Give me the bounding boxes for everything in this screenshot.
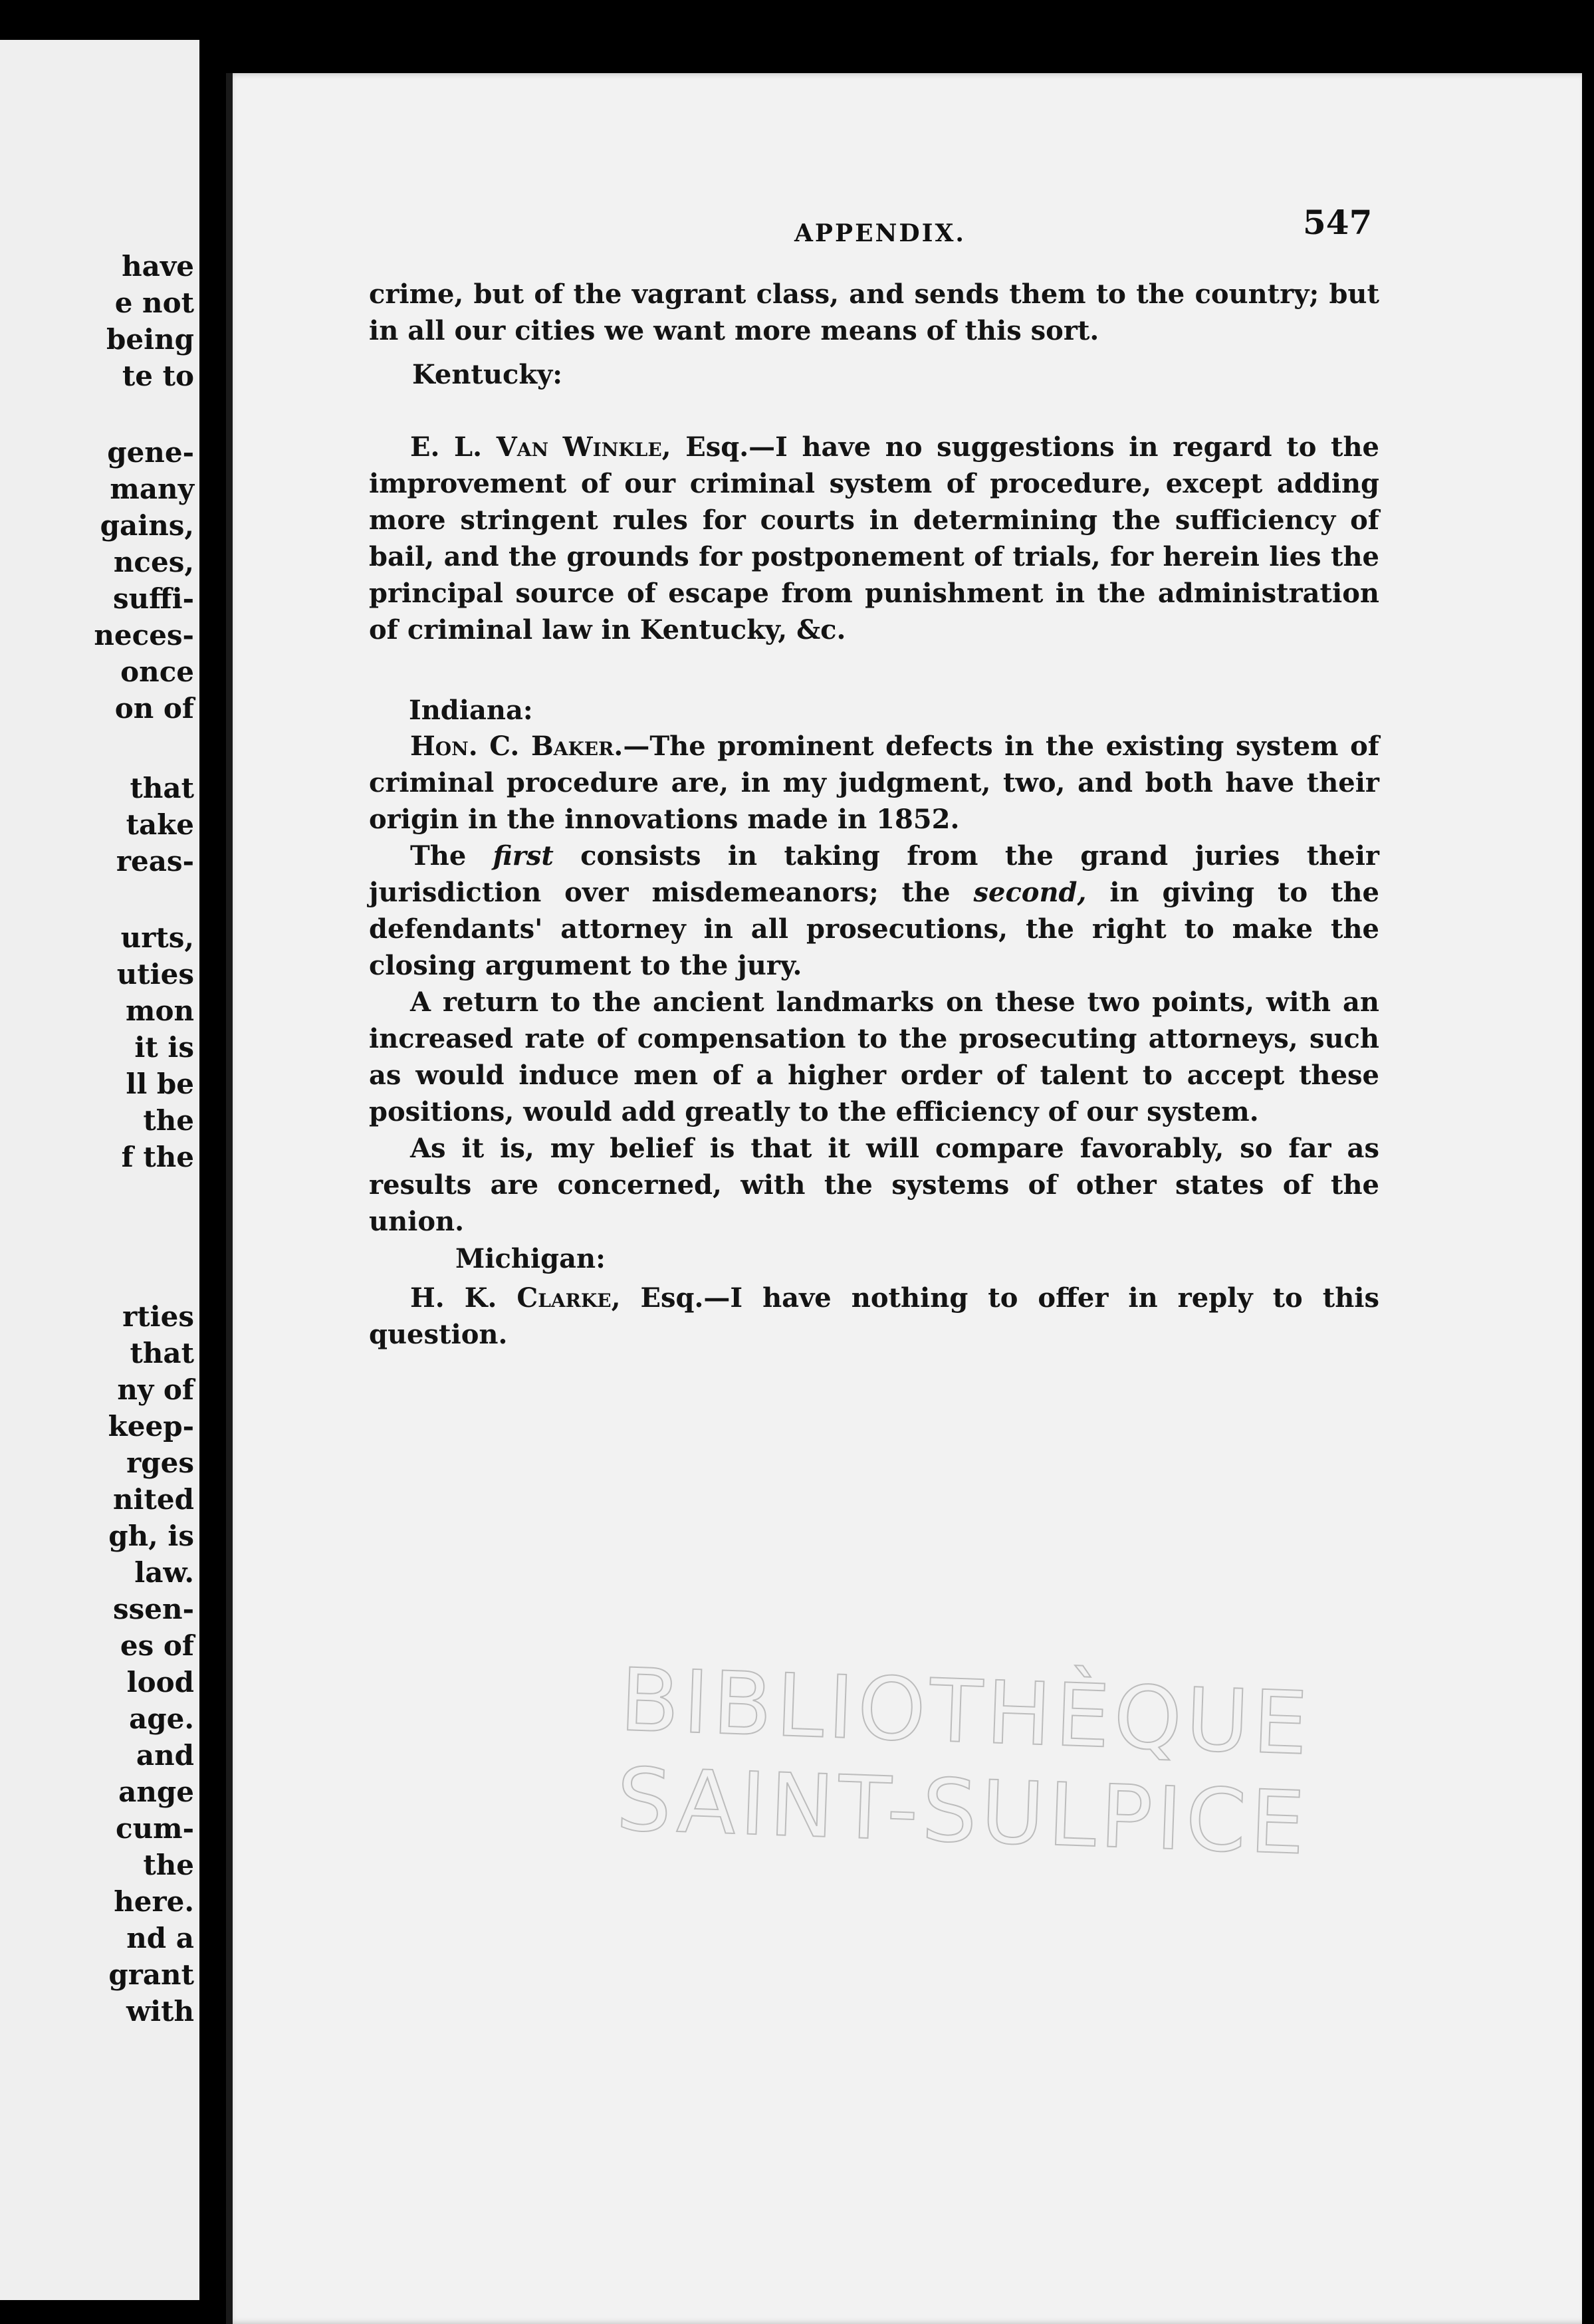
left-page-fragment: cum-: [116, 1812, 194, 1845]
left-page-fragment: have: [122, 250, 194, 283]
michigan-paragraph: [369, 1280, 1379, 1353]
left-page-fragment: being: [106, 323, 194, 356]
left-page-fragment: ange: [118, 1776, 194, 1808]
left-page-fragment: ll be: [126, 1068, 194, 1100]
left-page-fragment: grant: [108, 1958, 194, 1991]
left-page-fragment: neces-: [94, 619, 194, 651]
left-page-fragment: that: [130, 1337, 194, 1369]
kentucky-speaker: E. L. Van Winkle: [410, 431, 662, 463]
indiana-p2-second: second,: [973, 877, 1087, 908]
michigan-speaker: H. K. Clarke: [410, 1282, 612, 1314]
indiana-p2-c: in giving to the defendants' attorney in all prosecutions, the right to make the closing argument to the jury.: [369, 877, 1379, 981]
left-page-fragment: many: [110, 473, 194, 505]
page-gutter: [226, 73, 233, 2324]
left-page-fragment: suffi-: [112, 582, 194, 615]
michigan-speaker-suffix: , Esq.: [611, 1282, 704, 1314]
left-page-fragment: take: [126, 808, 194, 841]
left-page-fragment: that: [130, 772, 194, 804]
kentucky-heading: Kentucky:: [412, 359, 563, 390]
indiana-p3: A return to the ancient landmarks on these two points, with an increased rate of compensation to the prosecuting attorneys, such as would induce men of a higher order of talent to accept these positions, would add greatly to the efficiency of our system.: [369, 987, 1379, 1127]
michigan-text: —I have nothing to offer in reply to this question.: [369, 1282, 1379, 1350]
indiana-p4: As it is, my belief is that it will compare favorably, so far as results are concerned, with the systems of other states of the union.: [369, 1133, 1379, 1237]
left-page-fragment: gh, is: [108, 1520, 194, 1552]
indiana-speaker: Hon. C. Baker.: [410, 731, 624, 762]
left-page-fragment: rges: [126, 1447, 194, 1479]
left-page-fragment: once: [120, 655, 194, 688]
indiana-p2-first: first: [493, 840, 554, 872]
indiana-p1: —The prominent defects in the existing system of criminal procedure are, in my judgment, two, and both have their origin in the innovations made in 1852.: [369, 731, 1379, 835]
left-page-fragment: the: [143, 1849, 194, 1881]
left-page-fragment: mon: [126, 994, 194, 1027]
kentucky-speaker-suffix: , Esq.: [661, 431, 749, 463]
left-page-fragment: uties: [116, 958, 194, 990]
indiana-p2-a: The: [410, 840, 493, 872]
left-page-fragment: urts,: [120, 921, 194, 954]
previous-page-edge: [0, 40, 199, 2300]
left-page-fragment: the: [143, 1104, 194, 1137]
left-page-fragment: f the: [121, 1141, 194, 1173]
stamp-line-2: SAINT-SULPICE: [615, 1748, 1311, 1875]
kentucky-text: —I have no suggestions in regard to the improvement of our criminal system of procedure, except adding more stringent rules for courts in determining the sufficiency of bail, and the grounds for postponement of trials, for herein lies the principal source of escape from punishment in the administration of criminal law in Kentucky, &c.: [369, 431, 1379, 645]
left-page-fragment: ssen-: [113, 1593, 194, 1625]
left-page-fragment: ny of: [117, 1373, 194, 1406]
michigan-heading: Michigan:: [455, 1243, 606, 1274]
left-page-fragment: with: [126, 1995, 194, 2028]
left-page-fragment: nd a: [126, 1922, 194, 1954]
indiana-p2-b: consists in taking from the grand juries their jurisdiction over misdemeanors; the: [369, 840, 1379, 908]
left-page-fragment: and: [136, 1739, 194, 1772]
left-page-fragment: nited: [113, 1483, 194, 1516]
left-page-fragment: it is: [134, 1031, 194, 1064]
left-page-fragment: nces,: [113, 546, 194, 578]
intro-paragraph: [369, 276, 1379, 349]
left-page-fragment: gains,: [100, 509, 194, 542]
left-page-fragment: te to: [122, 360, 194, 392]
running-head: APPENDIX.: [794, 219, 966, 247]
left-page-fragment: es of: [120, 1629, 194, 1662]
left-page-fragment: here.: [114, 1885, 194, 1918]
indiana-heading: Indiana:: [409, 695, 533, 726]
left-page-fragment: on of: [114, 692, 194, 725]
left-page-fragment: lood: [126, 1666, 194, 1698]
left-page-fragment: gene-: [107, 436, 194, 469]
left-page-fragment: law.: [134, 1556, 194, 1589]
stamp-line-1: BIBLIOTHÈQUE: [618, 1649, 1313, 1775]
left-page-fragment: keep-: [108, 1410, 194, 1443]
left-page-fragment: e not: [114, 287, 194, 319]
intro-text: crime, but of the vagrant class, and sends them to the country; but in all our cities we want more means of this sort.: [369, 279, 1379, 346]
page-number: 547: [1303, 203, 1373, 242]
left-page-fragment: reas-: [116, 845, 194, 877]
left-page-fragment: rties: [122, 1300, 194, 1333]
library-stamp: [615, 1650, 1313, 1873]
left-page-fragment: age.: [129, 1702, 194, 1735]
kentucky-paragraph: [369, 429, 1379, 648]
indiana-section: [369, 728, 1379, 1240]
